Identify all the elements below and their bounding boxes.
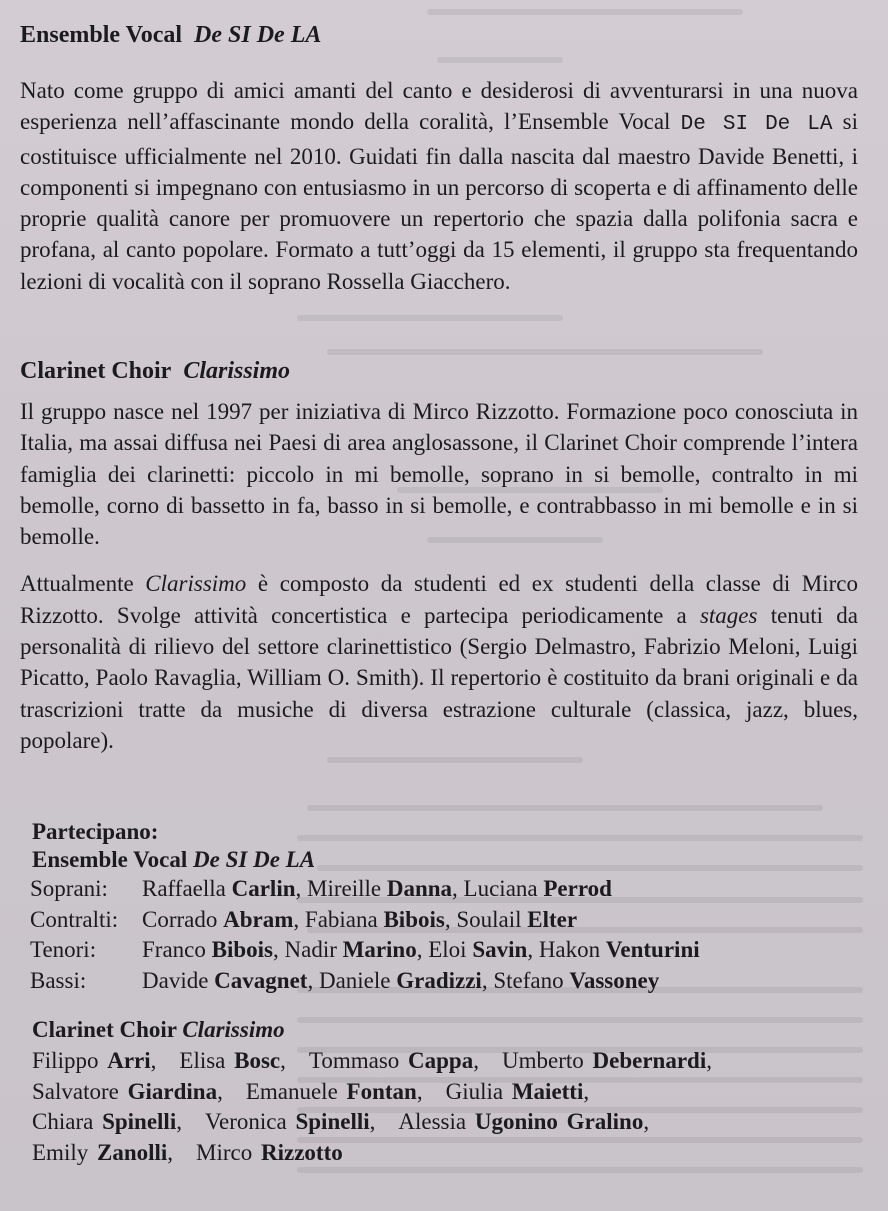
member-first-name: Mireille <box>307 876 382 901</box>
member-first-name: Veronica <box>204 1109 287 1134</box>
participants-ensemble-prefix: Ensemble Vocal <box>32 847 188 872</box>
member-name <box>246 1079 417 1104</box>
member-name <box>464 876 612 901</box>
member-first-name: Alessia <box>398 1109 467 1134</box>
member-last-name: Spinelli <box>102 1109 177 1134</box>
member-first-name: Chiara <box>32 1109 94 1134</box>
clarinet-heading <box>20 356 858 386</box>
member-first-name: Elisa <box>179 1048 226 1073</box>
member-name <box>319 968 482 993</box>
member-last-name: Marino <box>342 937 417 962</box>
member-name <box>142 968 307 993</box>
member-name <box>32 1140 167 1165</box>
member-last-name: Giardina <box>127 1078 218 1104</box>
member-last-name: Savin <box>472 937 528 962</box>
ensemble-paragraph <box>20 75 858 297</box>
member-last-name: Maietti <box>511 1078 584 1104</box>
member-name <box>307 876 452 901</box>
ensemble-section <box>20 20 858 297</box>
clarinet-paragraph-1: Il gruppo nasce nel 1997 per iniziativa di Mirco Rizzotto. Formazione poco conosciuta in Italia, ma assai diffusa nei Paesi di area anglosassone, il Clarinet Choir comprende l’intera famiglia dei clarinetti: piccolo in mi bemolle, soprano in si bemolle, contralto in mi bemolle, corno di bassetto in fa, basso in si bemolle, e contrabbasso in mi bemolle e in si bemolle. <box>20 399 858 550</box>
voice-section-row: Tenori: Franco Bibois, Nadir Marino, Eloi Savin, Hakon Venturini <box>30 935 870 966</box>
member-last-name: Cavagnet <box>214 967 308 993</box>
member-name <box>539 937 700 962</box>
member-first-name: Franco <box>142 937 206 962</box>
member-name <box>285 937 417 962</box>
clarinet-para2-name: Clarissimo <box>145 571 247 597</box>
member-first-name: Emanuele <box>245 1078 338 1104</box>
clarinet-members-line: Chiara Spinelli, Veronica Spinelli, Alessia Ugonino Gralino, <box>32 1109 650 1134</box>
clarinet-heading-name: Clarissimo <box>183 358 291 384</box>
voice-sections <box>30 874 870 996</box>
member-last-name: Bibois <box>383 906 445 932</box>
member-name <box>32 1079 217 1104</box>
voice-role-label: Contralti: <box>30 906 119 932</box>
member-last-name: Venturini <box>605 937 700 962</box>
voice-section-row: Bassi: Davide Cavagnet, Daniele Gradizzi, Stefano Vassoney <box>30 966 870 997</box>
clarinet-members-line: Salvatore Giardina, Emanuele Fontan, Giulia Maietti, <box>32 1078 590 1104</box>
clarinet-section <box>20 356 858 756</box>
member-last-name: Cappa <box>408 1048 474 1073</box>
clarinet-members-line: Emily Zanolli, Mirco Rizzotto <box>32 1139 343 1165</box>
member-last-name: Elter <box>527 906 578 932</box>
member-first-name: Mirco <box>196 1139 253 1165</box>
member-last-name: Fontan <box>346 1078 417 1104</box>
member-first-name: Emily <box>32 1139 89 1165</box>
member-first-name: Corrado <box>142 906 218 932</box>
member-last-name: Vassoney <box>569 967 660 993</box>
clarinet-members <box>32 1046 870 1168</box>
member-last-name: Carlin <box>231 876 296 901</box>
member-name <box>142 937 273 962</box>
member-name <box>446 1079 584 1104</box>
ensemble-para-name: De SI De LA <box>680 113 833 137</box>
member-first-name: Filippo <box>32 1048 99 1073</box>
participants-clarinet-prefix: Clarinet Choir <box>32 1017 177 1042</box>
ensemble-heading-name: De SI De LA <box>194 22 322 48</box>
member-name <box>142 907 293 932</box>
member-first-name: Daniele <box>318 967 391 993</box>
member-last-name: Abram <box>223 906 294 932</box>
member-first-name: Salvatore <box>32 1078 119 1104</box>
participants-title: Partecipano: <box>32 819 159 844</box>
member-first-name: Giulia <box>445 1078 504 1104</box>
member-name <box>398 1109 643 1134</box>
clarinet-para2-stages: stages <box>699 602 758 628</box>
member-name <box>32 1048 151 1073</box>
member-last-name: Rizzotto <box>261 1139 343 1165</box>
member-last-name: Spinelli <box>295 1109 370 1134</box>
member-first-name: Stefano <box>493 967 564 993</box>
member-last-name: Debernardi <box>592 1048 707 1073</box>
member-first-name: Soulail <box>456 906 522 932</box>
participants-clarinet-heading <box>32 1016 870 1044</box>
clarinet-members-line: Filippo Arri, Elisa Bosc, Tommaso Cappa, Umberto Debernardi, <box>32 1048 712 1073</box>
member-last-name: Ugonino Gralino <box>474 1109 644 1134</box>
member-name <box>205 1109 370 1134</box>
ensemble-para-part2: si costituisce ufficialmente nel 2010. Guidati fin dalla nascita dal maestro Davide Benetti, i componenti si impegnano con entusiasmo in un percorso di scoperta e di affinamento delle proprie qualità canore per promuovere un repertorio che spazia dalla polifonia sacra e profana, al canto popolare. Formato a tutt’oggi da 15 elementi, il gruppo sta frequentando lezioni di vocalità con il soprano Rossella Giacchero. <box>20 109 859 294</box>
member-name <box>428 937 527 962</box>
voice-section-row: Soprani: Raffaella Carlin, Mireille Danna, Luciana Perrod <box>30 874 870 905</box>
participants-ensemble-heading <box>32 846 870 874</box>
voice-role-label: Tenori: <box>30 937 97 962</box>
member-name <box>142 876 296 901</box>
voice-role-label: Bassi: <box>30 967 87 993</box>
member-first-name: Luciana <box>463 876 538 901</box>
voice-section-row: Contralti: Corrado Abram, Fabiana Bibois, Soulail Elter <box>30 905 870 936</box>
member-first-name: Eloi <box>428 937 467 962</box>
participants-clarinet-name: Clarissimo <box>182 1017 285 1042</box>
member-last-name: Perrod <box>543 876 612 901</box>
member-name <box>196 1140 343 1165</box>
ensemble-heading-prefix: Ensemble Vocal <box>20 22 183 48</box>
clarinet-heading-prefix: Clarinet Choir <box>20 358 172 384</box>
ensemble-para-part1: Nato come gruppo di amici amanti del canto e desiderosi di avventurarsi in una nuova esperienza nell’affascinante mondo della coralità, l’Ensemble Vocal <box>20 78 858 135</box>
member-first-name: Hakon <box>538 937 601 962</box>
member-name <box>179 1048 280 1073</box>
participants-ensemble-name: De SI De LA <box>193 847 316 872</box>
clarinet-paragraph-2 <box>20 568 858 756</box>
ensemble-heading <box>20 20 858 50</box>
member-name <box>456 907 577 932</box>
member-first-name: Nadir <box>284 937 337 962</box>
member-name <box>493 968 659 993</box>
voice-role-label: Soprani: <box>30 876 108 901</box>
member-last-name: Bibois <box>211 937 273 962</box>
member-last-name: Gradizzi <box>396 967 482 993</box>
clarinet-para2-c: tenuti da personalità di rilievo del settore clarinettistico (Sergio Delmastro, Fabrizio Meloni, Luigi Picatto, Paolo Ravaglia, William O. Smith). Il repertorio è costituito da brani originali e da trascrizioni tratte da musiche di diversa estrazione culturale (classica, jazz, blues, popolare). <box>20 602 859 753</box>
member-first-name: Umberto <box>501 1048 584 1073</box>
member-name <box>502 1048 706 1073</box>
member-first-name: Tommaso <box>308 1048 400 1073</box>
member-last-name: Zanolli <box>96 1139 168 1165</box>
clarinet-para2-b: è composto da studenti ed ex studenti della classe di Mirco Rizzotto. Svolge attività concertistica e partecipa periodicamente a <box>20 571 859 628</box>
participants-section <box>32 818 870 1168</box>
member-last-name: Bosc <box>234 1048 281 1073</box>
member-first-name: Davide <box>142 967 209 993</box>
member-name <box>32 1109 176 1134</box>
member-first-name: Fabiana <box>304 906 378 932</box>
member-last-name: Arri <box>107 1048 151 1073</box>
member-name <box>309 1048 473 1073</box>
member-name <box>305 907 445 932</box>
member-last-name: Danna <box>386 876 453 901</box>
clarinet-para2-a: Attualmente <box>20 571 134 597</box>
member-first-name: Raffaella <box>142 876 226 901</box>
